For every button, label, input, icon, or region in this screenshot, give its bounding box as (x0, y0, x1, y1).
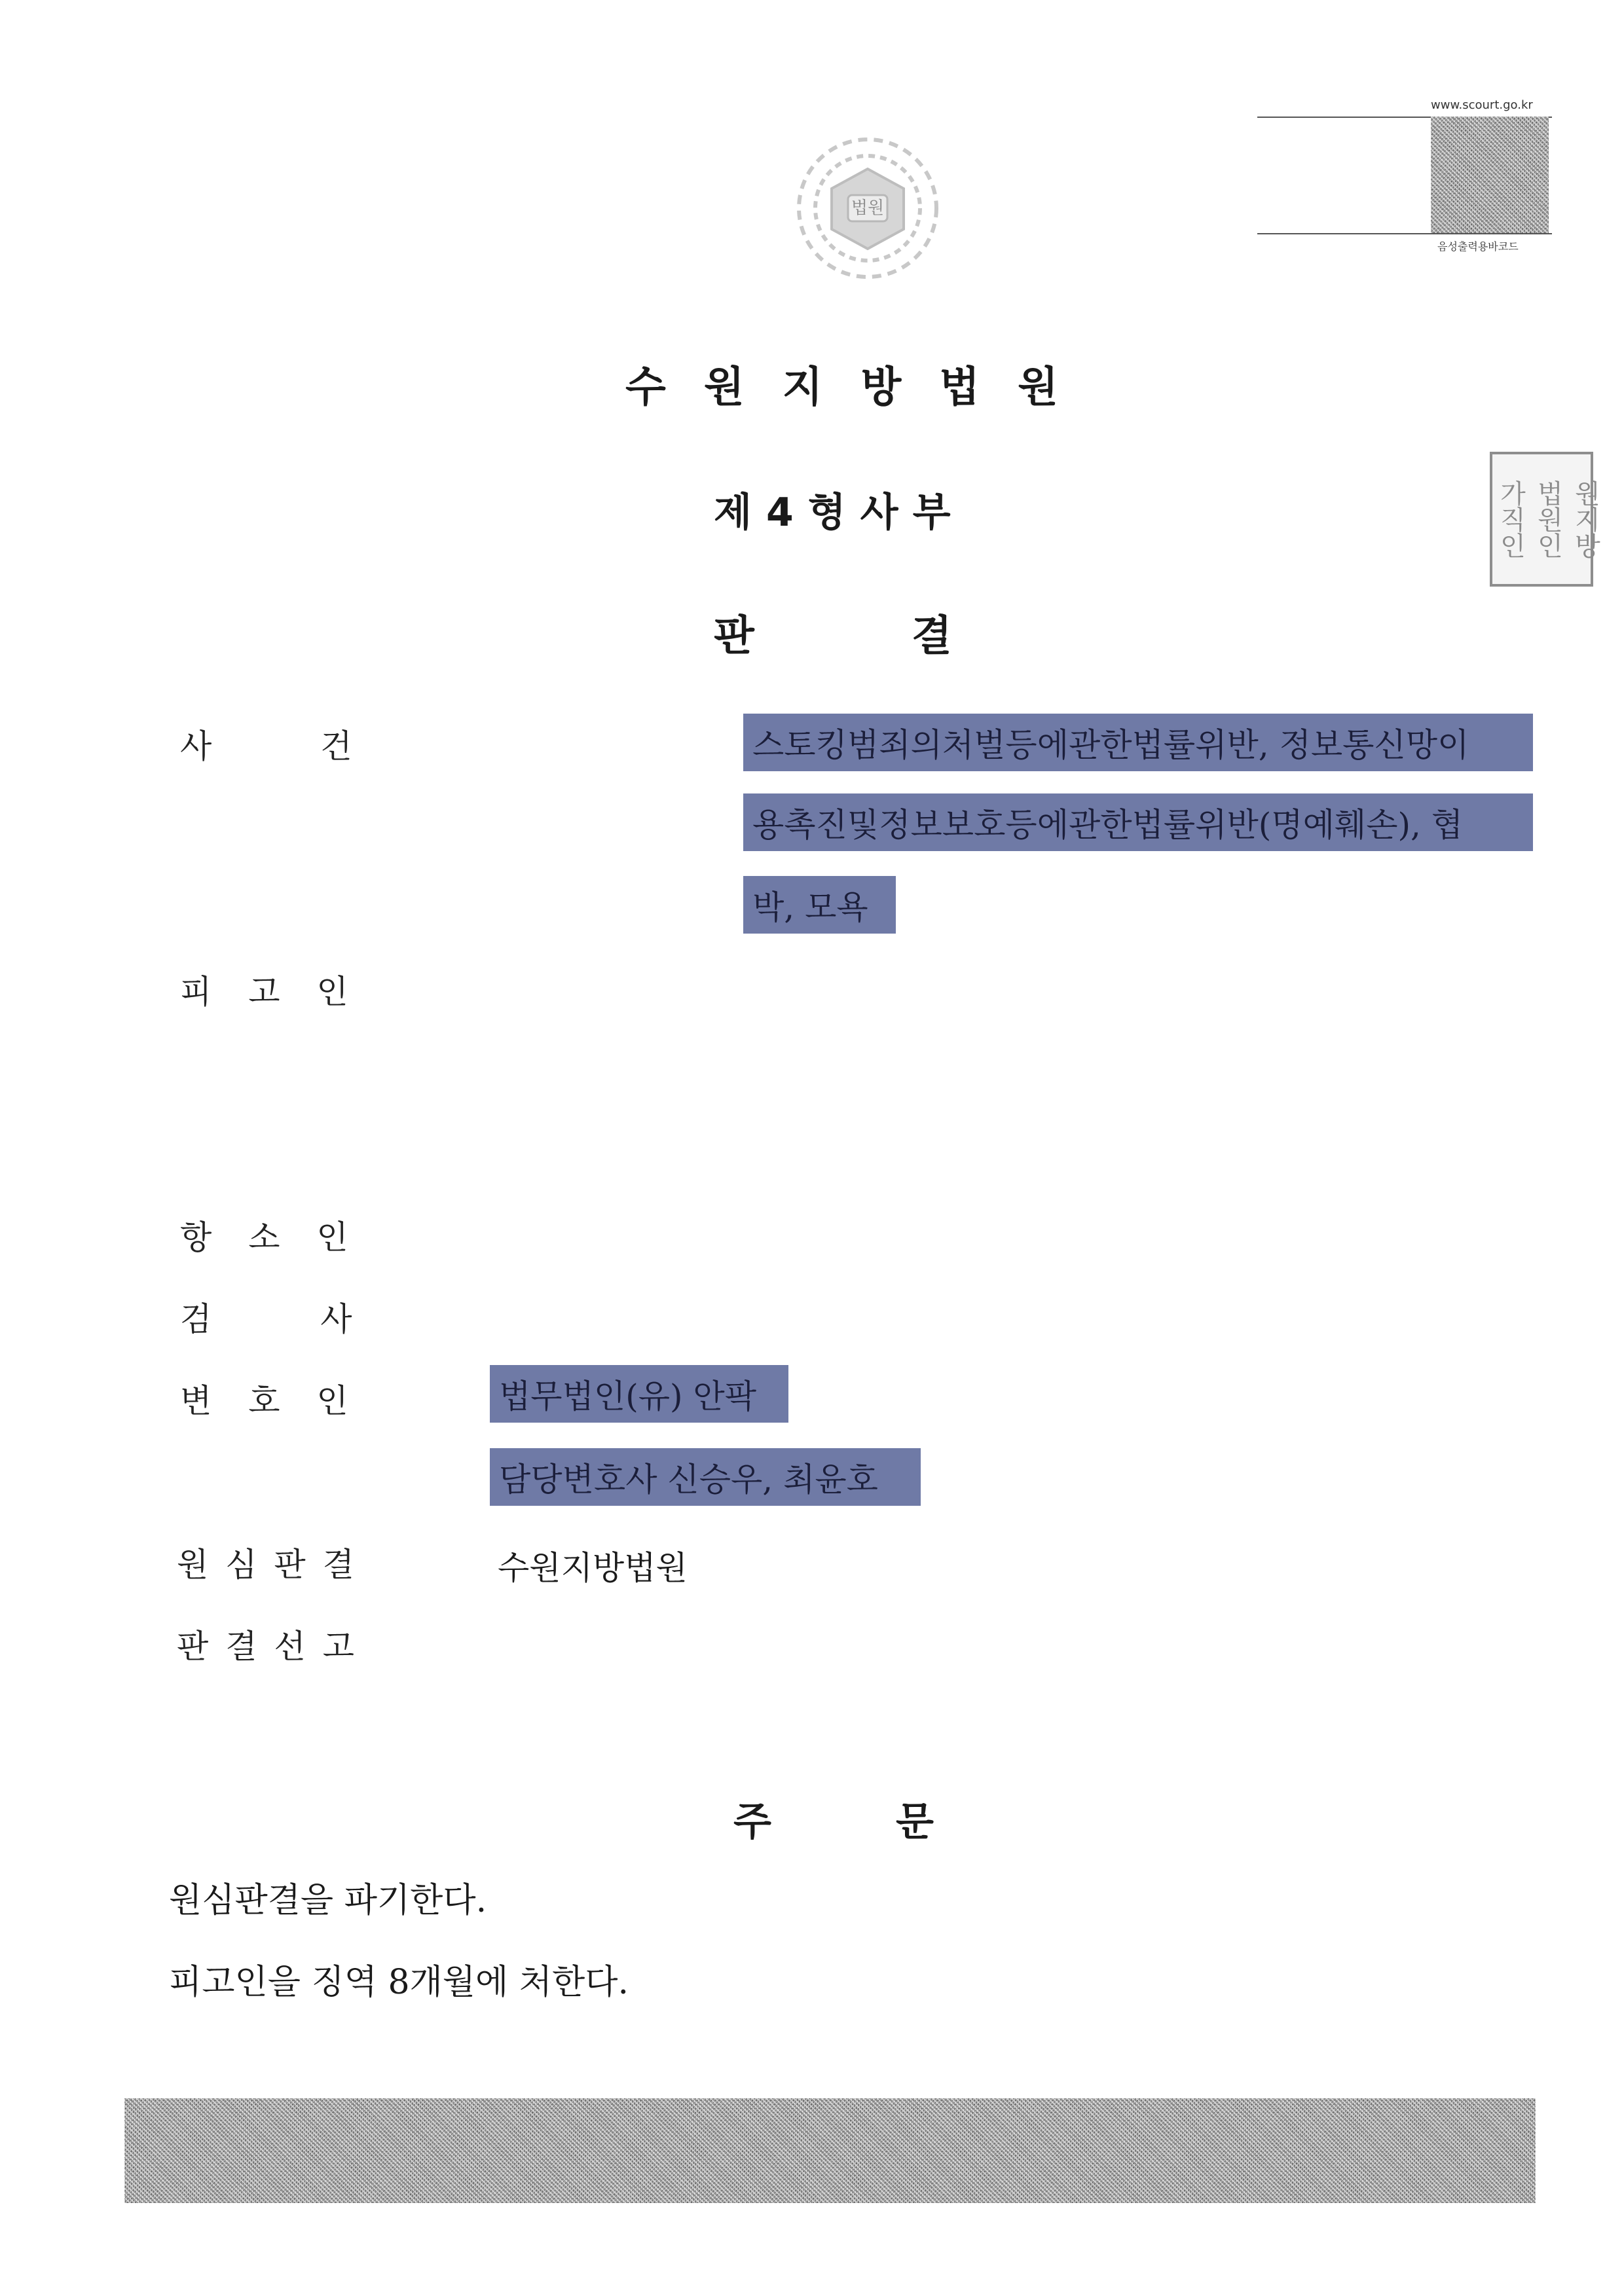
counsel-label: 변 호 인 (180, 1382, 348, 1420)
prosecutor-label: 검 사 (180, 1300, 352, 1338)
document-title: 판결 (714, 612, 1109, 661)
seal-column: 가직인 (1496, 480, 1526, 558)
division-title: 제4형사부 (714, 490, 965, 536)
court-title: 수원지방법원 (625, 363, 1096, 412)
barcode-bottom-line (1257, 233, 1552, 234)
defendant-label: 피 고 인 (180, 973, 348, 1011)
appellant-label: 항 소 인 (180, 1218, 348, 1256)
seal-column: 법원인 (1533, 480, 1563, 558)
ruling-line: 원심판결을 파기한다. (169, 1881, 487, 1920)
counsel-line: 담당변호사 신승우, 최윤호 (490, 1448, 921, 1506)
case-label: 사 건 (180, 727, 352, 765)
sentence-date-label: 판 결 선 고 (177, 1628, 354, 1666)
bottom-barcode-icon (124, 2098, 1536, 2203)
original-judgment-label: 원 심 판 결 (177, 1546, 354, 1584)
court-emblem-icon (786, 131, 950, 288)
seal-column: 원지방 (1570, 480, 1600, 558)
barcode-caption: 음성출력용바코드 (1437, 240, 1519, 253)
barcode-icon (1431, 117, 1549, 233)
case-line: 용촉진및정보보호등에관한법률위반(명예훼손), 협 (743, 793, 1533, 851)
ruling-line: 피고인을 징역 8개월에 처한다. (169, 1963, 629, 2002)
case-line: 박, 모욕 (743, 876, 896, 934)
ruling-heading: 주문 (733, 1799, 1058, 1845)
barcode-url: www.scourt.go.kr (1431, 98, 1533, 112)
official-seal-icon (1490, 452, 1600, 587)
case-line: 스토킹범죄의처벌등에관한법률위반, 정보통신망이 (743, 714, 1533, 771)
original-judgment-value: 수원지방법원 (498, 1549, 688, 1587)
counsel-line: 법무법인(유) 안팍 (490, 1365, 788, 1423)
court-emblem-label: 법원 (851, 198, 885, 218)
